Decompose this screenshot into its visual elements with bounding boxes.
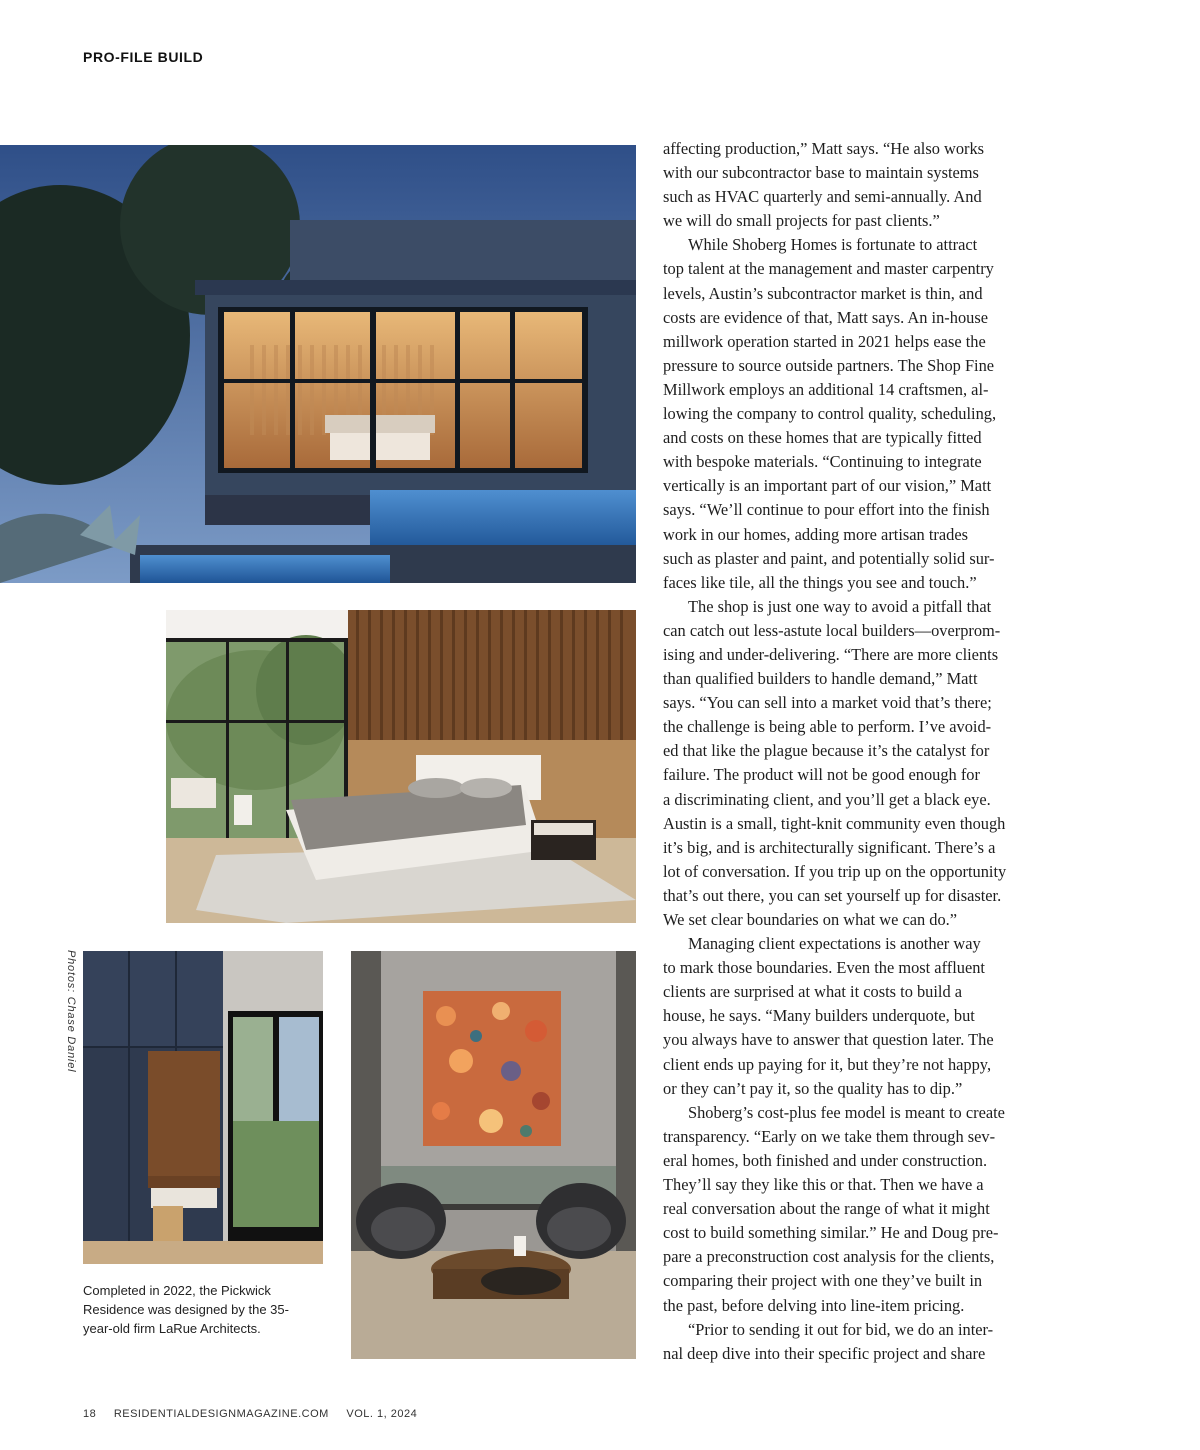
body-line: to mark those boundaries. Even the most affluent [663,958,985,978]
body-line: says. “You can sell into a market void that’s there; [663,693,992,713]
body-line: that’s out there, you can set yourself up for disaster. [663,885,1002,905]
body-line: such as HVAC quarterly and semi-annually. And [663,187,982,207]
body-line: We set clear boundaries on what we can do.” [663,910,958,929]
photo-bedroom [166,610,636,923]
body-line: ising and under-delivering. “There are more clients [663,644,999,664]
paragraph-first-line: “Prior to sending it out for bid, we do an inter- [688,1319,994,1339]
paragraph-first-line: Managing client expectations is another way [688,934,981,954]
body-line: nal deep dive into their specific project and share [663,1343,986,1363]
body-line: with our subcontractor base to maintain systems [663,163,979,183]
body-line: comparing their project with one they’ve built in [663,1271,983,1291]
body-line: than qualified builders to handle demand,” Matt [663,669,978,689]
body-line: pressure to source outside partners. The Shop Fine [663,355,995,375]
body-line: real conversation about the range of what it might [663,1199,990,1219]
body-line: or they can’t pay it, so the quality has to dip.” [663,1078,963,1098]
body-line: Austin is a small, tight-knit community even though [663,813,1006,833]
section-label: PRO-FILE BUILD [83,49,204,65]
body-line: Millwork employs an additional 14 craftsmen, al- [663,379,989,399]
body-line: can catch out less-astute local builders—overprom- [663,620,1001,640]
body-line: and costs on these homes that are typically fitted [663,428,982,448]
body-line: with bespoke materials. “Continuing to integrate [663,452,982,472]
body-line: client ends up paying for it, but they’re not happy, [663,1054,992,1074]
body-line: millwork operation started in 2021 helps ease the [663,331,986,351]
body-line: top talent at the management and master carpentry [663,259,994,279]
footer-website: RESIDENTIALDESIGNMAGAZINE.COM [113,1408,329,1420]
body-line: vertically is an important part of our vision,” Matt [663,476,992,496]
body-line: failure. The product will not be good enough for [663,765,980,785]
body-line: it’s big, and is architecturally significant. There’s a [663,837,996,857]
photo-caption: Completed in 2022, the Pickwick Residence was designed by the 35-year-old firm LaRue Architects. [83,1283,289,1336]
body-line: levels, Austin’s subcontractor market is thin, and [663,283,983,303]
body-line: lot of conversation. If you trip up on the opportunity [663,861,1007,881]
body-line: work in our homes, adding more artisan trades [663,524,968,544]
body-line: affecting production,” Matt says. “He also works [663,139,985,158]
page-number: 18 [83,1408,97,1420]
paragraph-first-line: Shoberg’s cost-plus fee model is meant to create [688,1102,1005,1122]
body-line: the challenge is being able to perform. I’ve avoid- [663,717,992,737]
body-line: a discriminating client, and you’ll get a black eye. [663,789,991,809]
body-line: pare a preconstruction cost analysis for the clients, [663,1247,995,1267]
photo-mudroom [83,951,323,1264]
body-line: we will do small projects for past clients.” [663,211,940,231]
body-line: transparency. “Early on we take them through sev- [663,1126,996,1146]
body-line: costs are evidence of that, Matt says. An in-house [663,307,988,327]
body-line: such as plaster and paint, and potentially solid sur- [663,548,995,568]
page-footer [83,1408,431,1420]
body-line: ed that like the plague because it’s the catalyst for [663,741,990,761]
body-line: the past, before delving into line-item pricing. [663,1295,965,1315]
photo-credit: Photos: Chase Daniel [65,950,77,1073]
body-line: lowing the company to control quality, scheduling, [663,404,997,424]
body-line: house, he says. “Many builders underquote, but [663,1006,975,1026]
photo-exterior-dusk [0,145,636,583]
body-line: They’ll say they like this or that. Then we have a [663,1175,984,1195]
paragraph-first-line: The shop is just one way to avoid a pitfall that [688,596,992,616]
body-line: clients are surprised at what it costs to build a [663,982,963,1002]
body-line: you always have to answer that question later. The [663,1030,994,1050]
body-line: says. “We’ll continue to pour effort into the finish [663,500,990,520]
body-line: faces like tile, all the things you see and touch.” [663,572,977,592]
photo-living-room [351,951,636,1359]
article-body [663,137,1058,1366]
paragraph-first-line: While Shoberg Homes is fortunate to attract [688,235,978,255]
body-line: eral homes, both finished and under construction. [663,1150,988,1170]
body-line: cost to build something similar.” He and Doug pre- [663,1223,999,1243]
footer-volume: VOL. 1, 2024 [346,1408,418,1420]
